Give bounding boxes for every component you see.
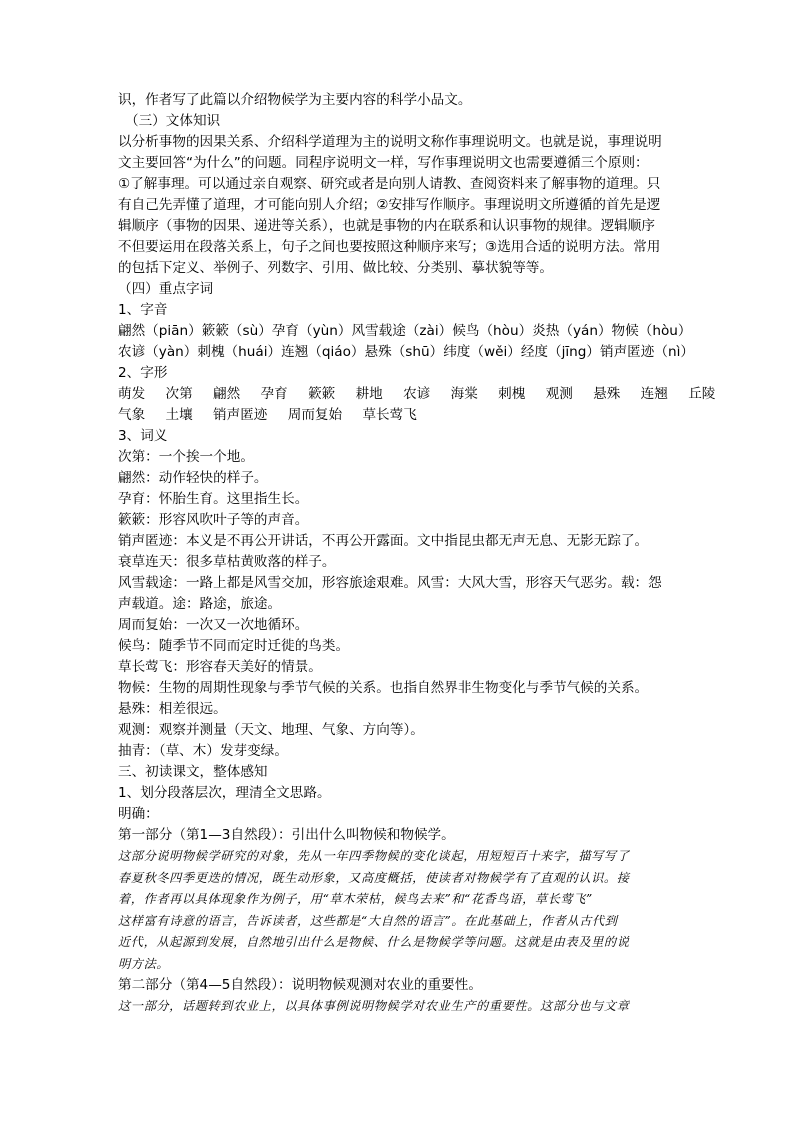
word-item: 悬殊 [593, 386, 621, 402]
word-item: 丘陵 [688, 386, 716, 402]
word-item: 刺槐 [498, 386, 526, 402]
word-item: 耕地 [355, 386, 383, 402]
explanation-line: 明方法。 [118, 956, 170, 971]
text-line: 识，作者写了此篇以介绍物候学为主要内容的科学小品文。 [118, 92, 472, 108]
section-heading: （四）重点字词 [118, 281, 214, 297]
part-title: 第二部分（第4—5自然段）：说明物候观测对农业的重要性。 [118, 977, 482, 993]
word-item: 草长莺飞 [362, 407, 417, 423]
definition-line: 簌簌：形容风吹叶子等的声音。 [118, 512, 309, 528]
text-line: 1、划分段落层次，理清全文思路。 [118, 785, 331, 801]
explanation-line: 这一部分，话题转到农业上，以具体事例说明物候学对农业生产的重要性。这部分也与文章 [118, 999, 630, 1013]
character-form-row [118, 405, 678, 426]
text-line: 文主要回答“为什么”的问题。同程序说明文一样，写作事理说明文也需要遵循三个原则： [118, 155, 649, 171]
word-item: 土壤 [165, 407, 193, 423]
character-form-row [118, 384, 716, 405]
word-item: 次第 [165, 386, 193, 402]
section-heading: 三、初读课文，整体感知 [118, 764, 268, 780]
document-page [118, 90, 716, 1018]
text-line: ①了解事理。可以通过亲自观察、研究或者是向别人请教、查阅资料来了解事物的道理。只 [118, 176, 661, 192]
subsection-heading: 2、字形 [118, 365, 168, 381]
part-title: 第一部分（第1—3自然段）：引出什么叫物候和物候学。 [118, 827, 455, 843]
word-item: 观测 [545, 386, 573, 402]
explanation-line: 春夏秋冬四季更迭的情况，既生动形象，又高度概括，使读者对物候学有了直观的认识。接 [118, 870, 630, 885]
word-item: 农谚 [403, 386, 431, 402]
word-item: 翩然 [213, 386, 241, 402]
text-line: 辑顺序（事物的因果、递进等关系），也就是事物的内在联系和认识事物的规律。逻辑顺序 [118, 218, 655, 234]
definition-line: 销声匿迹：本义是不再公开讲话，不再公开露面。文中指昆虫都无声无息、无影无踪了。 [118, 533, 649, 549]
definition-line: 次第：一个挨一个地。 [118, 449, 254, 465]
definition-line: 翩然：动作轻快的样子。 [118, 470, 268, 486]
definition-line: 抽青：（草、木）发芽变绿。 [118, 743, 288, 759]
subsection-heading: 3、词义 [118, 428, 168, 444]
explanation-line: 这部分说明物候学研究的对象，先从一年四季物候的变化谈起，用短短百十来字，描写写了 [118, 849, 630, 863]
pronunciation-line: 翩然（piān）簌簌（sù）孕育（yùn）风雪载途（zài）候鸟（hòu）炎热（yán）物候（hòu） [118, 323, 692, 339]
section-heading: （三）文体知识 [125, 113, 221, 129]
text-line: 明确： [118, 806, 159, 822]
text-line: 不但要运用在段落关系上，句子之间也要按照这种顺序来写；③选用合适的说明方法。常用 [118, 239, 661, 255]
definition-line: 候鸟：随季节不同而定时迁徙的鸟类。 [118, 638, 350, 654]
explanation-line: 这样富有诗意的语言，告诉读者，这些都是“大自然的语言”。在此基础上，作者从古代到 [118, 913, 618, 928]
text-line: 以分析事物的因果关系、介绍科学道理为主的说明文称作事理说明文。也就是说，事理说明 [118, 134, 662, 150]
definition-line: 衰草连天：很多草枯黄败落的样子。 [118, 554, 336, 570]
definition-line: 周而复始：一次又一次地循环。 [118, 617, 309, 633]
explanation-line: 着，作者再以具体现象作为例子，用“草木荣枯，候鸟去来”和“花香鸟语，草长莺飞” [118, 892, 593, 906]
explanation-line: 近代，从起源到发展，自然地引出什么是物候、什么是物候学等问题。这就是由表及里的说 [118, 935, 630, 949]
text-line: 的包括下定义、举例子、列数字、引用、做比较、分类别、摹状貌等等。 [118, 260, 553, 276]
definition-line: 悬殊：相差很远。 [118, 701, 227, 717]
text-line: 有自己先弄懂了道理，才可能向别人介绍；②安排写作顺序。事理说明文所遵循的首先是逻 [118, 197, 661, 213]
word-item: 连翘 [640, 386, 668, 402]
word-item: 孕育 [260, 386, 288, 402]
definition-line: 孕育：怀胎生育。这里指生长。 [118, 491, 309, 507]
definition-line: 观测：观察并测量（天文、地理、气象、方向等）。 [118, 722, 424, 738]
subsection-heading: 1、字音 [118, 302, 168, 318]
pronunciation-line: 农谚（yàn）刺槐（huái）连翘（qiáo）悬殊（shū）纬度（wěi）经度（jīng）销声匿迹（nì） [118, 344, 694, 360]
word-item: 销声匿迹 [213, 407, 268, 423]
definition-line: 声载道。途：路途，旅途。 [118, 596, 282, 612]
word-item: 簌簌 [308, 386, 336, 402]
word-item: 海棠 [450, 386, 478, 402]
definition-line: 风雪载途：一路上都是风雪交加，形容旅途艰难。风雪：大风大雪，形容天气恶劣。载：怨 [118, 575, 662, 591]
definition-line: 草长莺飞：形容春天美好的情景。 [118, 659, 322, 675]
word-item: 气象 [118, 407, 146, 423]
word-item: 周而复始 [287, 407, 343, 423]
word-item: 萌发 [118, 386, 146, 402]
definition-line: 物候：生物的周期性现象与季节气候的关系。也指自然界非生物变化与季节气候的关系。 [118, 680, 649, 696]
